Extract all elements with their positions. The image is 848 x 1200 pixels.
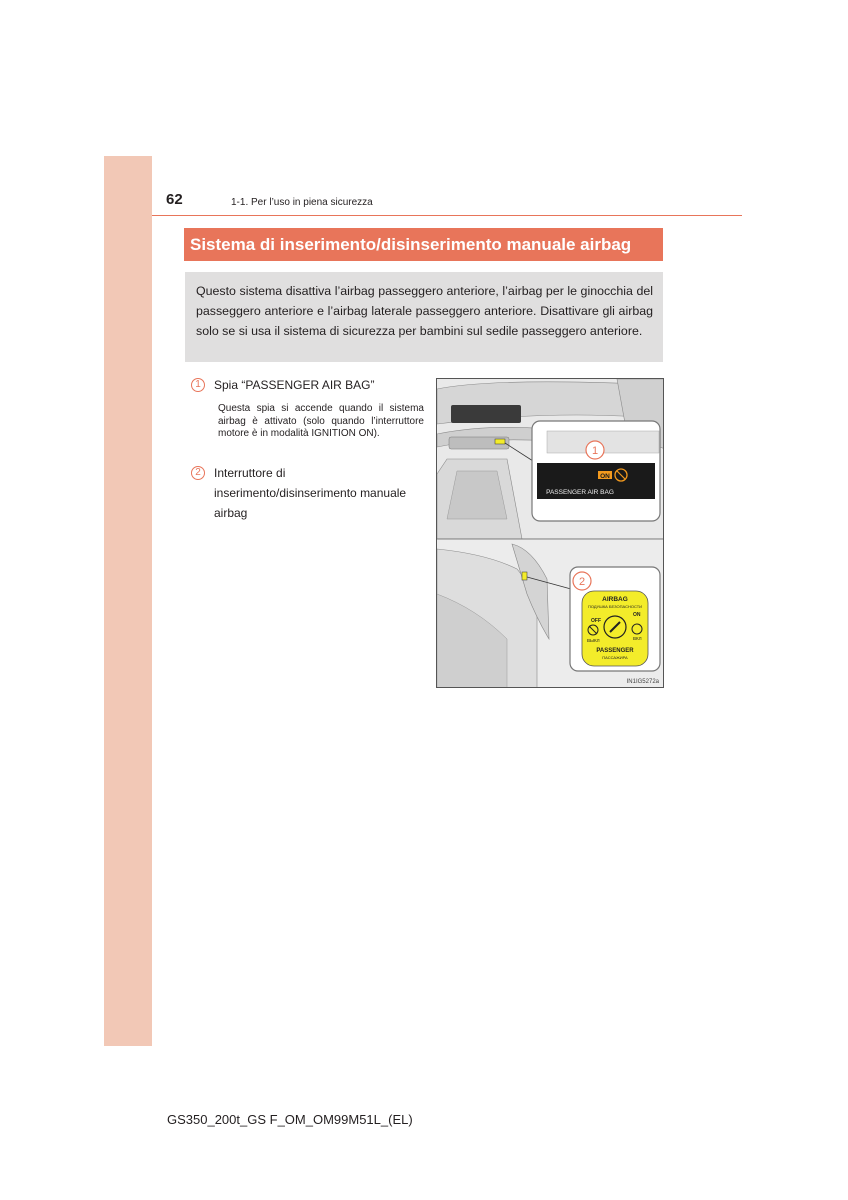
on-lamp-text: ON: [600, 473, 610, 480]
intro-box: [185, 272, 663, 362]
switch-bottom-label: PASSENGER: [596, 648, 634, 654]
switch-bottom-label-ru: ПАССАЖИРА: [602, 655, 628, 660]
airbag-illustration: [437, 379, 664, 688]
switch-title-ru: ПОДУШКА БЕЗОПАСНОСТИ: [587, 604, 643, 609]
indicator-label: PASSENGER AIR BAG: [546, 489, 614, 496]
switch-on-label: ON: [633, 612, 641, 618]
item-number-1: 1: [191, 378, 205, 392]
figure-code: IN1IG5272a: [626, 679, 659, 685]
side-tab: [104, 156, 152, 1046]
section-label: 1-1. Per l’uso in piena sicurezza: [231, 197, 373, 208]
airbag-figure: [436, 378, 664, 688]
item-label-1: Spia “PASSENGER AIR BAG”: [214, 378, 375, 392]
item-description-1: Questa spia si accende quando il sistema airbag è attivato (solo quando l’interruttore motore è in modalità IGNITION ON).: [218, 403, 424, 439]
item-number-2: 2: [191, 466, 205, 480]
indicator-location: [495, 439, 505, 444]
svg-text:1: 1: [591, 445, 599, 457]
center-display: [451, 405, 521, 423]
switch-off-label-ru: ВЫКЛ: [587, 638, 600, 643]
svg-text:2: 2: [578, 576, 586, 588]
item-label-2: Interruttore di inserimento/disinserimento manuale airbag: [214, 466, 407, 520]
switch-on-label-ru: ВКЛ: [633, 636, 642, 641]
switch-title: AIRBAG: [602, 596, 628, 603]
footer-code: GS350_200t_GS F_OM_OM99M51L_(EL): [167, 1112, 413, 1127]
header-rule: [152, 215, 742, 216]
section-title: Sistema di inserimento/disinserimento manuale airbag: [184, 228, 663, 261]
intro-text: Questo sistema disattiva l’airbag passeggero anteriore, l’airbag per le ginocchia del passeggero anteriore e l’airbag laterale passeggero anteriore. Disattivare gli airbag solo se si usa il sistema di sicurezza per bambini sul sedile passeggero anteriore.: [196, 284, 653, 338]
switch-location: [522, 572, 527, 580]
page-number: 62: [166, 191, 183, 208]
switch-off-label: OFF: [591, 618, 601, 624]
